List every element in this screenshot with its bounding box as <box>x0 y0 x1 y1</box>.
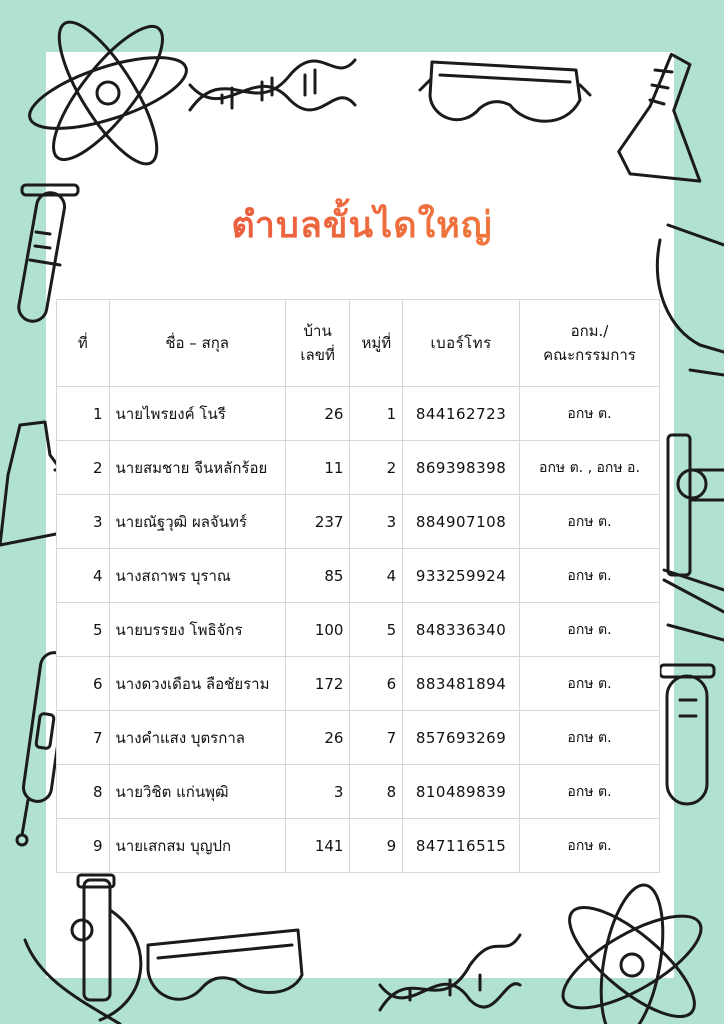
cell-moo: 3 <box>350 495 403 549</box>
cell-name: นายไพรยงค์ โนรี <box>109 387 285 441</box>
table-row <box>57 495 660 549</box>
cell-no: 4 <box>57 549 110 603</box>
cell-house: 11 <box>285 441 350 495</box>
table-row <box>57 387 660 441</box>
cell-no: 2 <box>57 441 110 495</box>
cell-no: 6 <box>57 657 110 711</box>
cell-phone: 810489839 <box>403 765 520 819</box>
cell-moo: 6 <box>350 657 403 711</box>
table-row <box>57 765 660 819</box>
cell-role: อกษ ต. <box>519 495 659 549</box>
header-no: ที่ <box>57 300 110 387</box>
table-row <box>57 441 660 495</box>
cell-moo: 8 <box>350 765 403 819</box>
cell-house: 237 <box>285 495 350 549</box>
cell-phone: 848336340 <box>403 603 520 657</box>
cell-house: 26 <box>285 711 350 765</box>
cell-house: 3 <box>285 765 350 819</box>
cell-role: อกษ ต. <box>519 549 659 603</box>
cell-house: 141 <box>285 819 350 873</box>
cell-name: นายณัฐวุฒิ ผลจันทร์ <box>109 495 285 549</box>
cell-name: นายสมชาย จีนหลักร้อย <box>109 441 285 495</box>
cell-phone: 869398398 <box>403 441 520 495</box>
cell-role: อกษ ต. <box>519 387 659 441</box>
cell-moo: 1 <box>350 387 403 441</box>
cell-no: 1 <box>57 387 110 441</box>
cell-moo: 4 <box>350 549 403 603</box>
cell-moo: 2 <box>350 441 403 495</box>
header-role-line2: คณะกรรมการ <box>543 346 636 364</box>
cell-name: นายเสกสม บุญปก <box>109 819 285 873</box>
cell-name: นางคำแสง บุตรกาล <box>109 711 285 765</box>
table-header-row <box>57 300 660 387</box>
cell-name: นายบรรยง โพธิจักร <box>109 603 285 657</box>
cell-role: อกษ ต. <box>519 765 659 819</box>
cell-phone: 844162723 <box>403 387 520 441</box>
cell-moo: 7 <box>350 711 403 765</box>
cell-no: 7 <box>57 711 110 765</box>
cell-house: 26 <box>285 387 350 441</box>
header-house-no <box>285 300 350 387</box>
cell-role: อกษ ต. <box>519 819 659 873</box>
cell-no: 5 <box>57 603 110 657</box>
cell-name: นางดวงเดือน ลือชัยราม <box>109 657 285 711</box>
cell-role: อกษ ต. , อกษ อ. <box>519 441 659 495</box>
cell-phone: 883481894 <box>403 657 520 711</box>
header-phone: เบอร์โทร <box>403 300 520 387</box>
cell-name: นางสถาพร บุราณ <box>109 549 285 603</box>
cell-name: นายวิชิต แก่นพุฒิ <box>109 765 285 819</box>
cell-phone: 857693269 <box>403 711 520 765</box>
cell-phone: 933259924 <box>403 549 520 603</box>
cell-no: 3 <box>57 495 110 549</box>
cell-phone: 847116515 <box>403 819 520 873</box>
cell-role: อกษ ต. <box>519 657 659 711</box>
cell-no: 8 <box>57 765 110 819</box>
table-row <box>57 711 660 765</box>
header-name: ชื่อ – สกุล <box>109 300 285 387</box>
table-row <box>57 603 660 657</box>
page-title: ตำบลขั้นไดใหญ่ <box>0 196 724 253</box>
header-moo: หมู่ที่ <box>350 300 403 387</box>
member-table <box>56 299 660 873</box>
cell-phone: 884907108 <box>403 495 520 549</box>
table-row <box>57 657 660 711</box>
cell-moo: 5 <box>350 603 403 657</box>
header-house-line2: เลขที่ <box>300 346 335 364</box>
header-role <box>519 300 659 387</box>
table-row <box>57 819 660 873</box>
header-house-line1: บ้าน <box>303 322 332 340</box>
cell-house: 100 <box>285 603 350 657</box>
table-row <box>57 549 660 603</box>
cell-house: 172 <box>285 657 350 711</box>
cell-no: 9 <box>57 819 110 873</box>
cell-role: อกษ ต. <box>519 603 659 657</box>
header-role-line1: อกม./ <box>570 322 609 340</box>
cell-house: 85 <box>285 549 350 603</box>
cell-moo: 9 <box>350 819 403 873</box>
cell-role: อกษ ต. <box>519 711 659 765</box>
